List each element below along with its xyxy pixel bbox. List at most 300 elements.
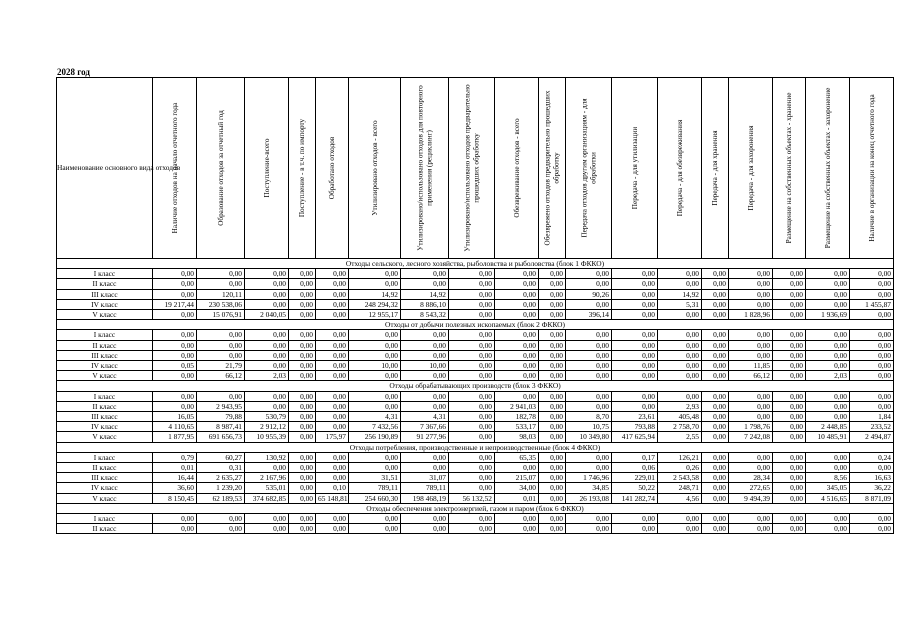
table-cell: 0,00 (245, 401, 289, 411)
table-cell: 0,00 (316, 350, 349, 360)
table-cell: 0,00 (349, 463, 401, 473)
hazard-class-label: V класс (57, 310, 153, 320)
table-cell: 0,00 (539, 422, 566, 432)
table-cell: 0,00 (289, 483, 316, 493)
section-row (57, 381, 894, 391)
table-cell: 0,00 (449, 412, 495, 422)
table-cell: 4,31 (401, 412, 449, 422)
table-cell: 8 987,41 (197, 422, 245, 432)
table-cell: 0,00 (289, 371, 316, 381)
table-cell: 0,00 (658, 524, 702, 534)
table-cell: 230 538,06 (197, 299, 245, 309)
table-cell: 0,00 (702, 279, 729, 289)
table-cell: 0,00 (658, 310, 702, 320)
table-cell: 0,00 (197, 340, 245, 350)
table-cell: 0,00 (449, 432, 495, 442)
table-cell: 0,00 (566, 452, 612, 462)
table-cell: 0,00 (773, 350, 806, 360)
hazard-class-label: IV класс (57, 299, 153, 309)
table-cell: 0,00 (289, 361, 316, 371)
table-cell: 0,00 (495, 279, 539, 289)
table-cell: 0,06 (612, 463, 658, 473)
table-cell: 0,00 (658, 340, 702, 350)
table-cell: 0,00 (153, 269, 197, 279)
table-cell: 0,00 (349, 330, 401, 340)
table-cell: 0,00 (401, 452, 449, 462)
table-cell: 0,00 (401, 340, 449, 350)
table-cell: 0,00 (316, 289, 349, 299)
table-cell: 0,00 (449, 269, 495, 279)
table-cell: 0,79 (153, 452, 197, 462)
table-cell: 0,00 (449, 401, 495, 411)
header-label: Наличие отходов на начало отчетного года (170, 102, 179, 234)
table-cell: 0,00 (289, 473, 316, 483)
table-cell: 0,00 (495, 350, 539, 360)
table-cell: 0,00 (316, 514, 349, 524)
table-cell: 0,00 (245, 279, 289, 289)
table-cell: 0,00 (773, 463, 806, 473)
table-cell: 0,00 (349, 524, 401, 534)
table-row (57, 289, 894, 299)
table-cell: 2 167,96 (245, 473, 289, 483)
table-cell: 2 943,95 (197, 401, 245, 411)
table-cell: 0,00 (539, 483, 566, 493)
table-cell: 0,00 (612, 340, 658, 350)
table-cell: 0,00 (289, 412, 316, 422)
table-cell: 0,00 (197, 391, 245, 401)
table-cell: 0,00 (773, 483, 806, 493)
table-cell: 0,00 (153, 289, 197, 299)
table-row (57, 391, 894, 401)
table-cell: 0,00 (401, 350, 449, 360)
table-cell: 4,31 (349, 412, 401, 422)
table-row (57, 371, 894, 381)
table-cell: 0,00 (850, 289, 894, 299)
table-cell: 0,00 (289, 289, 316, 299)
table-cell: 0,00 (449, 483, 495, 493)
table-cell: 4 516,65 (806, 493, 850, 503)
table-row (57, 340, 894, 350)
table-row (57, 473, 894, 483)
table-cell: 374 682,85 (245, 493, 289, 503)
table-cell: 0,00 (289, 493, 316, 503)
table-cell: 0,00 (850, 361, 894, 371)
table-cell: 789,11 (349, 483, 401, 493)
table-row (57, 493, 894, 503)
table-cell: 0,00 (153, 391, 197, 401)
table-cell: 0,00 (539, 361, 566, 371)
table-cell: 0,00 (729, 452, 773, 462)
table-cell: 8,70 (566, 412, 612, 422)
table-cell: 0,00 (449, 310, 495, 320)
table-cell: 0,00 (729, 279, 773, 289)
table-cell: 215,07 (495, 473, 539, 483)
table-cell: 0,00 (702, 412, 729, 422)
header-label: Передача - для обезвреживания (675, 119, 684, 217)
table-cell: 793,88 (612, 422, 658, 432)
header-label: Утилизировано отходов - всего (370, 120, 379, 216)
table-cell: 0,00 (153, 401, 197, 411)
table-cell: 0,00 (773, 330, 806, 340)
table-cell: 0,00 (702, 452, 729, 462)
table-cell: 0,00 (449, 361, 495, 371)
table-cell: 0,01 (153, 463, 197, 473)
table-cell: 198 468,19 (401, 493, 449, 503)
table-cell: 8 886,10 (401, 299, 449, 309)
table-cell: 0,00 (729, 330, 773, 340)
table-cell: 0,00 (245, 391, 289, 401)
table-row (57, 299, 894, 309)
header-label: Поступление - в т.ч. по импорту (297, 118, 306, 218)
table-cell: 60,27 (197, 452, 245, 462)
table-cell: 0,00 (449, 391, 495, 401)
table-cell: 0,00 (702, 422, 729, 432)
section-row (57, 442, 894, 452)
table-cell: 0,00 (449, 279, 495, 289)
table-cell: 0,00 (566, 340, 612, 350)
table-cell: 0,00 (612, 350, 658, 360)
table-cell: 98,03 (495, 432, 539, 442)
table-cell: 0,00 (729, 463, 773, 473)
table-cell: 14,92 (658, 289, 702, 299)
table-cell: 0,00 (449, 299, 495, 309)
hazard-class-label: I класс (57, 269, 153, 279)
table-row (57, 279, 894, 289)
table-row (57, 310, 894, 320)
table-row (57, 483, 894, 493)
table-cell: 0,00 (729, 269, 773, 279)
table-cell: 0,00 (401, 371, 449, 381)
table-cell: 0,00 (316, 310, 349, 320)
table-cell: 0,00 (773, 422, 806, 432)
header-waste-type: Наименование основного вида отходов (57, 78, 153, 259)
table-row (57, 514, 894, 524)
table-row (57, 524, 894, 534)
table-cell: 66,12 (729, 371, 773, 381)
table-cell: 0,00 (702, 483, 729, 493)
table-cell: 0,00 (806, 361, 850, 371)
section-row (57, 503, 894, 513)
table-cell: 1 239,20 (197, 483, 245, 493)
table-cell: 0,00 (245, 524, 289, 534)
table-cell: 0,00 (539, 524, 566, 534)
table-cell: 0,00 (566, 269, 612, 279)
table-cell: 0,00 (401, 401, 449, 411)
table-cell: 0,00 (702, 432, 729, 442)
table-cell: 0,00 (806, 299, 850, 309)
table-cell: 0,00 (289, 514, 316, 524)
table-cell: 0,00 (289, 340, 316, 350)
table-cell: 0,00 (539, 330, 566, 340)
table-cell: 31,51 (349, 473, 401, 483)
table-cell: 0,00 (702, 391, 729, 401)
table-cell: 0,00 (245, 299, 289, 309)
table-cell: 0,00 (612, 514, 658, 524)
table-cell: 0,00 (702, 340, 729, 350)
table-cell: 0,00 (289, 299, 316, 309)
section-title: Отходы потребления, производственные и непроизводственные (блок 4 ФККО) (57, 442, 894, 452)
table-cell: 0,00 (316, 330, 349, 340)
table-cell: 0,00 (702, 330, 729, 340)
table-cell: 10,00 (349, 361, 401, 371)
table-cell: 2,03 (806, 371, 850, 381)
table-cell: 1 455,87 (850, 299, 894, 309)
table-cell: 0,00 (566, 330, 612, 340)
table-cell: 0,00 (806, 514, 850, 524)
table-cell: 0,00 (349, 279, 401, 289)
table-cell: 0,00 (566, 401, 612, 411)
table-cell: 0,00 (449, 371, 495, 381)
table-cell: 0,17 (612, 452, 658, 462)
table-cell: 10,00 (401, 361, 449, 371)
header-label: Утилизировано/использовано отходов для повторного применения (рециклинг) (416, 85, 433, 251)
table-cell: 0,00 (658, 391, 702, 401)
table-cell: 0,00 (850, 340, 894, 350)
table-cell: 62 189,53 (197, 493, 245, 503)
table-cell: 0,00 (401, 391, 449, 401)
table-cell: 0,00 (729, 401, 773, 411)
header-col-11 (566, 78, 612, 259)
table-cell: 0,00 (612, 401, 658, 411)
table-cell: 2 543,58 (658, 473, 702, 483)
table-cell: 0,00 (539, 299, 566, 309)
hazard-class-label: II класс (57, 279, 153, 289)
table-cell: 0,00 (850, 524, 894, 534)
table-cell: 1,84 (850, 412, 894, 422)
header-label: Обезвреживание отходов - всего (512, 118, 521, 218)
section-title: Отходы обеспечения электроэнергией, газом и паром (блок 6 ФККО) (57, 503, 894, 513)
table-cell: 0,00 (401, 514, 449, 524)
table-cell: 0,00 (539, 310, 566, 320)
table-cell: 16,63 (850, 473, 894, 483)
table-cell: 2 448,85 (806, 422, 850, 432)
table-cell: 0,00 (245, 361, 289, 371)
table-cell: 34,00 (495, 483, 539, 493)
table-cell: 0,00 (197, 350, 245, 360)
table-cell: 0,00 (806, 463, 850, 473)
header-col-2 (197, 78, 245, 259)
table-cell: 0,00 (806, 340, 850, 350)
table-cell: 0,00 (449, 452, 495, 462)
table-cell: 12 955,17 (349, 310, 401, 320)
table-cell: 10 349,80 (566, 432, 612, 442)
table-cell: 0,00 (539, 463, 566, 473)
table-cell: 0,00 (197, 524, 245, 534)
table-cell: 0,00 (539, 391, 566, 401)
table-cell: 0,00 (316, 412, 349, 422)
table-cell: 9 494,39 (729, 493, 773, 503)
header-col-7 (401, 78, 449, 259)
table-cell: 0,00 (197, 514, 245, 524)
table-cell: 0,00 (702, 524, 729, 534)
table-cell: 0,00 (539, 350, 566, 360)
table-cell: 26 193,08 (566, 493, 612, 503)
table-cell: 28,34 (729, 473, 773, 483)
table-cell: 0,00 (197, 330, 245, 340)
table-cell: 0,00 (349, 452, 401, 462)
table-cell: 0,00 (850, 350, 894, 360)
table-cell: 0,00 (539, 432, 566, 442)
table-cell: 0,00 (289, 330, 316, 340)
table-cell: 141 282,74 (612, 493, 658, 503)
header-label: Размещение на собственных объектах - захоронение (823, 87, 832, 249)
table-cell: 0,00 (401, 269, 449, 279)
table-cell: 0,00 (658, 269, 702, 279)
table-cell: 0,00 (612, 391, 658, 401)
hazard-class-label: I класс (57, 452, 153, 462)
hazard-class-label: III класс (57, 473, 153, 483)
hazard-class-label: IV класс (57, 361, 153, 371)
table-cell: 0,00 (289, 310, 316, 320)
table-cell: 7 367,66 (401, 422, 449, 432)
header-label: Обезврежено отходов предварительно прошедших обработку (543, 90, 560, 246)
table-cell: 120,11 (197, 289, 245, 299)
table-cell: 1 936,69 (806, 310, 850, 320)
table-cell: 66,12 (197, 371, 245, 381)
table-cell: 396,14 (566, 310, 612, 320)
table-cell: 0,00 (658, 371, 702, 381)
table-cell: 0,00 (658, 361, 702, 371)
header-label: Наличие в организации на конец отчетного года (867, 94, 876, 242)
table-row (57, 269, 894, 279)
header-col-9 (495, 78, 539, 259)
table-cell: 0,00 (566, 463, 612, 473)
table-cell: 0,00 (245, 269, 289, 279)
table-cell: 0,00 (401, 463, 449, 473)
table-cell: 0,00 (495, 391, 539, 401)
table-cell: 0,01 (495, 493, 539, 503)
table-cell: 0,00 (773, 340, 806, 350)
table-cell: 23,61 (612, 412, 658, 422)
table-cell: 0,00 (773, 514, 806, 524)
table-cell: 7 432,56 (349, 422, 401, 432)
table-cell: 2,03 (245, 371, 289, 381)
table-cell: 417 625,94 (612, 432, 658, 442)
header-label: Утилизировано/использовано отходов предварительно прошедших обработку (463, 84, 480, 252)
table-cell: 0,00 (349, 401, 401, 411)
table-cell: 0,00 (539, 279, 566, 289)
table-cell: 0,00 (702, 514, 729, 524)
table-cell: 0,00 (153, 350, 197, 360)
table-cell: 0,00 (449, 473, 495, 483)
table-cell: 0,00 (729, 340, 773, 350)
table-cell: 248 294,32 (349, 299, 401, 309)
table-cell: 0,00 (773, 289, 806, 299)
table-cell: 254 660,30 (349, 493, 401, 503)
table-cell: 0,00 (658, 330, 702, 340)
table-cell: 0,00 (773, 361, 806, 371)
table-cell: 21,79 (197, 361, 245, 371)
table-cell: 2 758,70 (658, 422, 702, 432)
table-cell: 36,22 (850, 483, 894, 493)
table-cell: 0,00 (495, 289, 539, 299)
table-cell: 175,97 (316, 432, 349, 442)
table-cell: 0,00 (566, 299, 612, 309)
table-cell: 2,55 (658, 432, 702, 442)
table-cell: 4 110,65 (153, 422, 197, 432)
table-cell: 130,92 (245, 452, 289, 462)
table-cell: 5,31 (658, 299, 702, 309)
header-col-17 (806, 78, 850, 259)
table-cell: 0,00 (153, 514, 197, 524)
table-cell: 126,21 (658, 452, 702, 462)
table-cell: 0,00 (495, 514, 539, 524)
header-col-5 (316, 78, 349, 259)
table-cell: 8 150,45 (153, 493, 197, 503)
header-label: Передача - для хранения (710, 130, 719, 206)
table-cell: 0,00 (806, 350, 850, 360)
table-cell: 0,00 (349, 514, 401, 524)
table-cell: 0,00 (316, 299, 349, 309)
table-cell: 0,00 (850, 371, 894, 381)
table-cell: 0,00 (449, 514, 495, 524)
table-cell: 0,00 (289, 432, 316, 442)
table-cell: 0,00 (495, 524, 539, 534)
table-cell: 0,00 (658, 279, 702, 289)
table-cell: 256 190,89 (349, 432, 401, 442)
table-cell: 0,00 (612, 361, 658, 371)
table-cell: 0,00 (729, 299, 773, 309)
section-row (57, 320, 894, 330)
hazard-class-label: V класс (57, 371, 153, 381)
table-cell: 0,00 (850, 330, 894, 340)
header-col-12 (612, 78, 658, 259)
table-cell: 0,00 (702, 289, 729, 299)
table-cell: 0,00 (401, 279, 449, 289)
table-cell: 0,00 (658, 350, 702, 360)
table-cell: 0,00 (702, 463, 729, 473)
table-cell: 2 635,27 (197, 473, 245, 483)
table-cell: 90,26 (566, 289, 612, 299)
header-col-18 (850, 78, 894, 259)
header-col-15 (729, 78, 773, 259)
hazard-class-label: IV класс (57, 422, 153, 432)
table-cell: 0,00 (153, 279, 197, 289)
hazard-class-label: III класс (57, 412, 153, 422)
table-cell: 0,00 (245, 463, 289, 473)
table-cell: 0,00 (773, 269, 806, 279)
table-row (57, 463, 894, 473)
table-cell: 0,10 (316, 483, 349, 493)
table-cell: 2 912,12 (245, 422, 289, 432)
table-cell: 0,00 (316, 371, 349, 381)
table-cell: 0,00 (850, 391, 894, 401)
table-cell: 0,00 (349, 350, 401, 360)
table-cell: 691 656,73 (197, 432, 245, 442)
table-cell: 0,00 (316, 473, 349, 483)
table-cell: 0,00 (612, 299, 658, 309)
table-cell: 0,00 (806, 279, 850, 289)
table-cell: 14,92 (349, 289, 401, 299)
table-cell: 0,00 (449, 350, 495, 360)
table-cell: 0,00 (773, 452, 806, 462)
table-cell: 0,00 (702, 473, 729, 483)
table-cell: 182,78 (495, 412, 539, 422)
hazard-class-label: I класс (57, 391, 153, 401)
header-col-1 (153, 78, 197, 259)
hazard-class-label: II класс (57, 524, 153, 534)
table-cell: 0,00 (539, 452, 566, 462)
table-cell: 0,00 (495, 269, 539, 279)
section-row (57, 259, 894, 269)
table-cell: 0,00 (566, 371, 612, 381)
table-cell: 0,00 (316, 269, 349, 279)
table-cell: 0,00 (566, 361, 612, 371)
table-cell: 0,00 (349, 340, 401, 350)
table-row (57, 432, 894, 442)
table-cell: 0,00 (289, 422, 316, 432)
table-cell: 0,00 (449, 330, 495, 340)
